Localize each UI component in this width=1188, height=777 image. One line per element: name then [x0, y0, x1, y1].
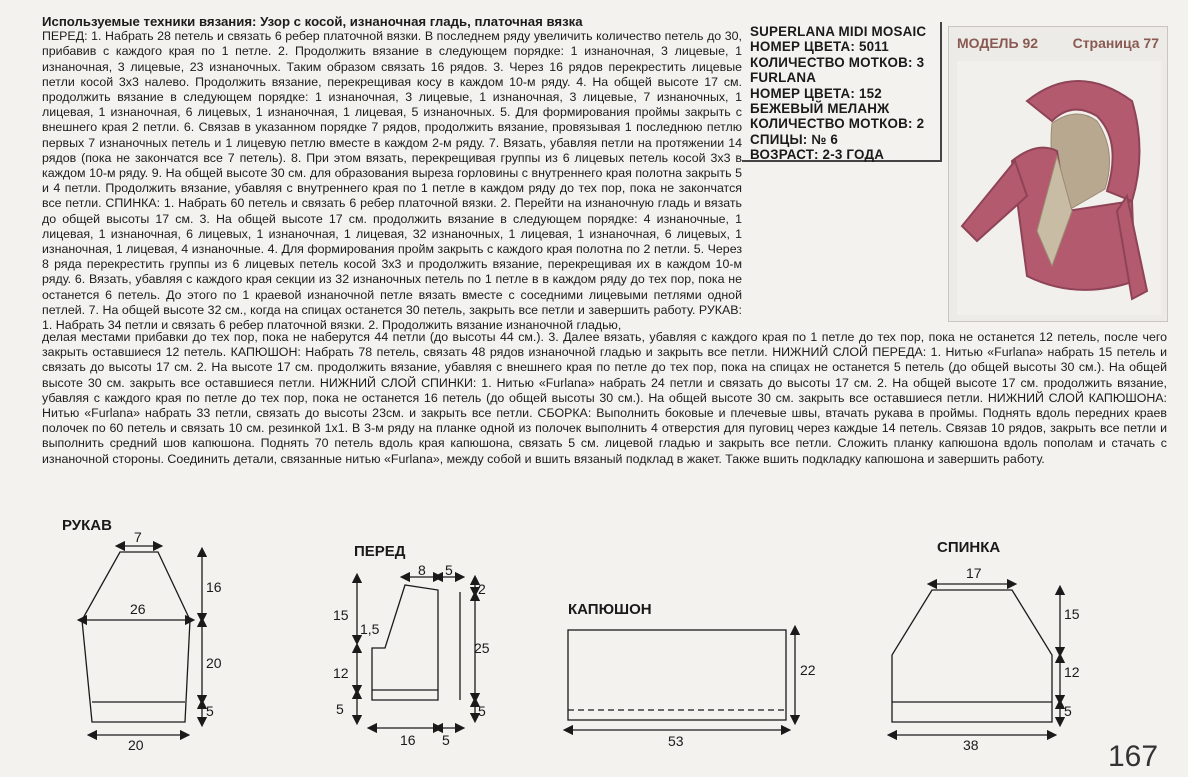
- front-h-left1: 15: [333, 607, 349, 623]
- front-diagram: [357, 577, 475, 728]
- sleeve-h2: 20: [206, 655, 222, 671]
- back-diagram: [892, 584, 1060, 735]
- hood-height: 22: [800, 662, 816, 678]
- model-label: МОДЕЛЬ 92: [957, 35, 1039, 51]
- front-h-top: 2: [478, 581, 486, 597]
- yarn-line-7: КОЛИЧЕСТВО МОТКОВ: 2: [750, 116, 925, 132]
- back-title: СПИНКА: [937, 539, 1001, 556]
- page-number: 167: [1108, 740, 1159, 773]
- sleeve-bottom-width: 20: [128, 737, 144, 753]
- front-h-step: 1,5: [360, 621, 380, 637]
- hood-title: КАПЮШОН: [568, 601, 652, 618]
- back-h2: 12: [1064, 664, 1080, 680]
- hood-width: 53: [668, 733, 684, 749]
- back-h1: 15: [1064, 606, 1080, 622]
- yarn-line-1: SUPERLANA MIDI MOSAIC: [750, 24, 927, 39]
- front-h-right: 25: [474, 640, 490, 656]
- sleeve-title: РУКАВ: [62, 517, 112, 534]
- instructions-paragraph-1: ПЕРЕД: 1. Набрать 28 петель и связать 6 ребер платочной вязки. В последнем ряду увеличить количество петель до 30, прибавив с каждого края по 1 петле. 2. Продолжить вязание в следующем порядке: 1 изнаночная, 3 лицевые, 1 изнаночная, 3 лицевые, 23 изнаночных. Таким образом связать 16 рядов. 3. Через 16 рядов перекрестить лицевые петли косой 3х3 налево. Продолжить вязание, перекрещивая косу в каждом 10-м ряду. 4. На общей высоте 17 см. продолжить вязание в следующем порядке: 1 изнаночная, 3 лицевые, 1 изнаночная, 3 лицевые, 7 изнаночных, 1 лицевая, 1 изнаночная, 6 лицевых, 1 изнаночная, 1 лицевая, 5 изнаночных. 5. Для формирования проймы закрыть с внешнего края 2 петли. 6. Связав в указанном порядке 7 рядов, продолжить вязание, провязывая 1 последнюю петлю первых 7 изнаночных петель и 1 лицевую петлю вместе в каждом 2-м ряду. 7. Вязать, убавляя петли на протяжении 14 рядов (пока не закончатся все 7 петель). 8. При этом вязать, перекрещивая группы из 6 лицевых петель косой 3х3 в каждом 10-м ряду. 9. На общей высоте 30 см. для образования выреза горловины с внутреннего края полотна закрыть 5 и 4 петли. Продолжить вязание, убавляя с внутреннего края по 1 петле в каждом ряду до тех пор, пока не закончатся все петли. СПИНКА: 1. Набрать 60 петель и связать 6 ребер платочной вязки. 2. Перейти на изнаночную гладь и вязать до общей высоты 17 см. 3. На общей высоте 17 см. продолжить вязание в следующем порядке: 4 изнаночные, 1 лицевая, 1 изнаночная, 6 лицевых, 1 изнаночная, 1 лицевая, 32 изнаночных, 1 лицевая, 1 изнаночная, 6 лицевых, 1 изнаночная, 1 лицевая, 4 изнаночные. 4. Для формирования пройм закрыть с каждого края полотна по 2 петли. 5. Через 8 ряда перекрестить группы из 6 лицевых петель косой 3х3 и продолжить вязание, перекрещивая их в каждом 10-м ряду. 6. Вязать, убавляя с каждого края секции из 32 изнаночных петель по 1 петле в в каждом ряду до тех пор, пока не останется 6 петель. До этого по 1 краевой изнаночной петле вязать вместе с соседними лицевыми петлями одной петлей. 7. На общей высоте 32 см., когда на спицах останется 30 петель, закрыть все петли и завершить работу. РУКАВ: 1. Набрать 34 петли и связать 6 ребер платочной вязки. 2. Продолжить вязание изнаночной гладью,: [42, 29, 742, 333]
- yarn-line-3: КОЛИЧЕСТВО МОТКОВ: 3: [750, 54, 925, 70]
- front-h-left3: 5: [336, 701, 344, 717]
- front-h-left2: 12: [333, 665, 349, 681]
- hood-diagram: [568, 630, 795, 730]
- techniques-heading: Используемые техники вязания: Узор с косой, изнаночная гладь, платочная вязка: [42, 14, 583, 29]
- sleeve-h3: 5: [206, 703, 214, 719]
- front-title: ПЕРЕД: [354, 543, 406, 560]
- sleeve-top-width: 7: [134, 529, 142, 545]
- front-w1: 8: [418, 562, 426, 578]
- back-top-width: 17: [966, 565, 982, 581]
- yarn-line-2: НОМЕР ЦВЕТА: 5011: [750, 39, 889, 55]
- sleeve-diagram: [82, 546, 202, 735]
- front-bottom2: 5: [442, 732, 450, 748]
- front-h-right2: 5: [478, 703, 486, 719]
- sleeve-mid-width: 26: [130, 601, 146, 617]
- back-bottom-width: 38: [963, 737, 979, 753]
- yarn-line-4: FURLANA: [750, 70, 817, 86]
- instructions-paragraph-2: делая местами прибавки до тех пор, пока не наберутся 44 петли (до высоты 44 см.). 3. Далее вязать, убавляя с каждого края по 1 петле до тех пор, пока не останется 12 петель, после чего закрыть оставшиеся 12 петель. КАПЮШОН: Набрать 78 петель, связать 48 рядов изнаночной гладью и закрыть все петли. НИЖНИЙ СЛОЙ ПЕРЕДА: 1. Нитью «Furlana» набрать 15 петель и связать до высоты 17 см. 2. На высоте 17 см. продолжить вязание, убавляя с внешнего края по петле до тех пор, пока на спицах не останется 5 петель (до общей высоты 30 см.). На общей высоте 30 см. закрыть все оставшиеся петли. НИЖНИЙ СЛОЙ СПИНКИ: 1. Нитью «Furlana» набрать 24 петли и связать до высоты 17 см. 2. На общей высоте 17 см. продолжить вязание, убавляя с каждого края по петле до тех пор, пока не останется 16 петель (до общей высоты 30 см.). На общей высоте 30 см. закрыть все оставшиеся петли. НИЖНИЙ СЛОЙ КАПЮШОНА: Нитью «Furlana» набрать 33 петли, связать до высоты 23см. и закрыть все петли. СБОРКА: Выполнить боковые и плечевые швы, втачать рукава в проймы. Поднять вдоль передних краев полочек по 60 петель и связать 10 см. резинкой 1х1. В 3-м ряду на планке одной из полочек выполнить 4 отверстия для пуговиц через каждые 14 петель. Связав 10 рядов, закрыть все петли и выполнить средний шов капюшона. Поднять 70 петель вдоль края капюшона, связать 5 см. лицевой гладью и закрыть все петли. Сложить планку капюшона вдоль пополам и стачать с изнаночной стороны. Соединить детали, связанные нитью «Furlana», между собой и вшить вязаный подклад в жакет. Также вшить подкладку капюшона и завершить работу.: [42, 330, 1167, 466]
- front-w2: 5: [445, 562, 453, 578]
- page-reference: Страница 77: [1072, 35, 1159, 51]
- yarn-line-8: СПИЦЫ: № 6: [750, 131, 839, 147]
- sleeve-h1: 16: [206, 579, 222, 595]
- back-h3: 5: [1064, 703, 1072, 719]
- yarn-line-6: БЕЖЕВЫЙ МЕЛАНЖ: [750, 101, 890, 117]
- yarn-line-9: ВОЗРАСТ: 2-3 ГОДА: [750, 147, 885, 163]
- yarn-line-5: НОМЕР ЦВЕТА: 152: [750, 85, 882, 101]
- front-bottom1: 16: [400, 732, 416, 748]
